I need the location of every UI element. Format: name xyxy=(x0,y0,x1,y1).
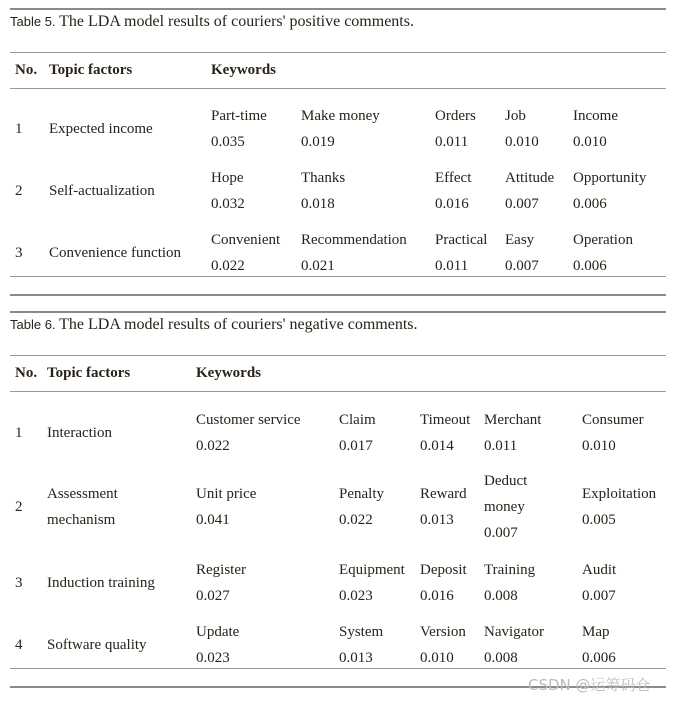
keyword-weight: 0.014 xyxy=(420,438,454,454)
keyword-term: Part-time xyxy=(211,108,267,124)
row-no: 1 xyxy=(15,425,23,441)
table-caption xyxy=(10,13,414,31)
keyword-term: Navigator xyxy=(484,624,544,640)
keyword-term: Claim xyxy=(339,412,376,428)
keyword-weight: 0.041 xyxy=(196,512,230,528)
keyword-term: Audit xyxy=(582,562,617,578)
keyword-weight: 0.010 xyxy=(573,134,607,150)
keyword-weight: 0.021 xyxy=(301,258,335,274)
keyword-weight: 0.035 xyxy=(211,134,245,150)
keyword-term: System xyxy=(339,624,384,640)
keyword-term: Make money xyxy=(301,108,380,124)
keyword-term: Reward xyxy=(420,486,467,502)
keyword-weight: 0.016 xyxy=(420,588,454,604)
row-no: 3 xyxy=(15,245,23,261)
keyword-term: Convenient xyxy=(211,232,281,248)
keyword-term: Consumer xyxy=(582,412,644,428)
caption-text: The LDA model results of couriers' negative comments. xyxy=(59,316,418,333)
keyword-weight: 0.006 xyxy=(573,258,607,274)
keyword-weight: 0.011 xyxy=(435,134,469,150)
table-bottom-rule xyxy=(10,668,666,669)
row-no: 3 xyxy=(15,575,23,591)
row-topic: Convenience function xyxy=(49,245,182,261)
row-topic: Assessment xyxy=(47,486,118,502)
keyword-weight: 0.022 xyxy=(211,258,245,274)
row-topic: mechanism xyxy=(47,512,116,528)
keyword-term: Register xyxy=(196,562,246,578)
keyword-term: Job xyxy=(505,108,526,124)
keyword-term: Exploitation xyxy=(582,486,657,502)
keyword-weight: 0.007 xyxy=(505,196,539,212)
keyword-term: Orders xyxy=(435,108,476,124)
keyword-term: Map xyxy=(582,624,610,640)
keyword-term: Training xyxy=(484,562,536,578)
header-topic: Topic factors xyxy=(49,62,133,78)
keyword-term: Update xyxy=(196,624,240,640)
keyword-term: Timeout xyxy=(420,412,471,428)
table-end-rule xyxy=(10,294,666,296)
keyword-weight: 0.013 xyxy=(420,512,454,528)
keyword-term: Deposit xyxy=(420,562,467,578)
row-no: 2 xyxy=(15,499,23,515)
row-topic: Expected income xyxy=(49,121,153,137)
table-caption xyxy=(10,316,418,334)
row-no: 1 xyxy=(15,121,23,137)
keyword-weight: 0.027 xyxy=(196,588,230,604)
keyword-term: Easy xyxy=(505,232,535,248)
table-top-rule xyxy=(10,311,666,313)
keyword-term: Attitude xyxy=(505,170,555,186)
keyword-term: Customer service xyxy=(196,412,301,428)
keyword-weight: 0.010 xyxy=(582,438,616,454)
row-topic: Self-actualization xyxy=(49,183,155,199)
header-keywords: Keywords xyxy=(211,62,276,78)
keyword-weight: 0.011 xyxy=(484,438,518,454)
keyword-weight: 0.008 xyxy=(484,588,518,604)
keyword-weight: 0.023 xyxy=(196,650,230,666)
keyword-term: money xyxy=(484,499,525,515)
keyword-weight: 0.008 xyxy=(484,650,518,666)
keyword-weight: 0.013 xyxy=(339,650,373,666)
keyword-weight: 0.007 xyxy=(505,258,539,274)
keyword-term: Penalty xyxy=(339,486,384,502)
keyword-weight: 0.018 xyxy=(301,196,335,212)
keyword-weight: 0.007 xyxy=(582,588,616,604)
keyword-term: Version xyxy=(420,624,466,640)
table-label: Table 5. xyxy=(10,14,60,29)
row-no: 4 xyxy=(15,637,23,653)
keyword-weight: 0.017 xyxy=(339,438,373,454)
row-no: 2 xyxy=(15,183,23,199)
keyword-term: Operation xyxy=(573,232,633,248)
watermark: CSDN @运筹码仓 xyxy=(528,676,651,694)
keyword-weight: 0.005 xyxy=(582,512,616,528)
table-bottom-rule xyxy=(10,276,666,277)
keyword-weight: 0.023 xyxy=(339,588,373,604)
keyword-term: Hope xyxy=(211,170,244,186)
keyword-weight: 0.006 xyxy=(573,196,607,212)
keyword-term: Deduct xyxy=(484,473,528,489)
keyword-weight: 0.006 xyxy=(582,650,616,666)
keyword-term: Effect xyxy=(435,170,472,186)
keyword-weight: 0.019 xyxy=(301,134,335,150)
keyword-weight: 0.011 xyxy=(435,258,469,274)
keyword-term: Practical xyxy=(435,232,488,248)
keyword-weight: 0.022 xyxy=(196,438,230,454)
table-label: Table 6. xyxy=(10,317,60,332)
header-bottom-rule xyxy=(10,391,666,392)
keyword-term: Thanks xyxy=(301,170,346,186)
header-topic: Topic factors xyxy=(47,365,131,381)
header-no: No. xyxy=(15,62,38,78)
header-bottom-rule xyxy=(10,88,666,89)
header-top-rule xyxy=(10,52,666,53)
keyword-term: Merchant xyxy=(484,412,542,428)
header-top-rule xyxy=(10,355,666,356)
keyword-weight: 0.007 xyxy=(484,525,518,541)
row-topic: Induction training xyxy=(47,575,155,591)
row-topic: Interaction xyxy=(47,425,112,441)
row-topic: Software quality xyxy=(47,637,147,653)
keyword-weight: 0.022 xyxy=(339,512,373,528)
keyword-term: Equipment xyxy=(339,562,405,578)
keyword-weight: 0.016 xyxy=(435,196,469,212)
keyword-weight: 0.010 xyxy=(505,134,539,150)
header-keywords: Keywords xyxy=(196,365,261,381)
keyword-weight: 0.010 xyxy=(420,650,454,666)
keyword-term: Opportunity xyxy=(573,170,647,186)
keyword-term: Recommendation xyxy=(301,232,407,248)
caption-text: The LDA model results of couriers' positive comments. xyxy=(59,13,414,30)
keyword-weight: 0.032 xyxy=(211,196,245,212)
table-top-rule xyxy=(10,8,666,10)
keyword-term: Income xyxy=(573,108,618,124)
header-no: No. xyxy=(15,365,38,381)
keyword-term: Unit price xyxy=(196,486,257,502)
